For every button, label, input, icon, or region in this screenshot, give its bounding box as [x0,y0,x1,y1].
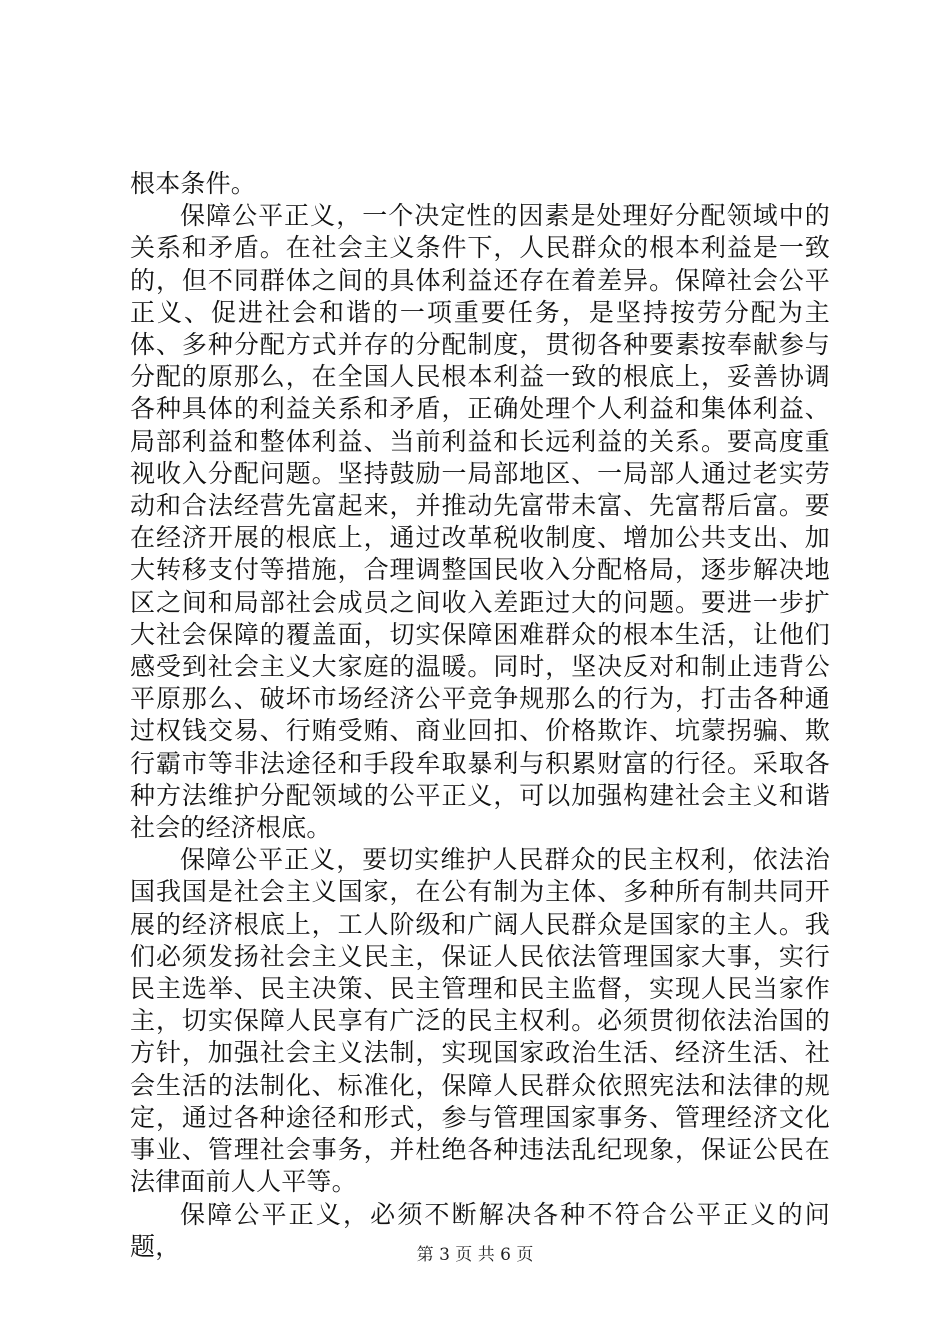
paragraph-distribution: 保障公平正义，一个决定性的因素是处理好分配领域中的关系和矛盾。在社会主义条件下，人民群众的根本利益是一致的，但不同群体之间的具体利益还存在着差异。保障社会公平正义、促进社会和谐的一项重要任务，是坚持按劳分配为主体、多种分配方式并存的分配制度，贯彻各种要素按奉献参与分配的原那么，在全国人民根本利益一致的根底上，妥善协调各种具体的利益关系和矛盾，正确处理个人利益和集体利益、局部利益和整体利益、当前利益和长远利益的关系。要高度重视收入分配问题。坚持鼓励一局部地区、一局部人通过老实劳动和合法经营先富起来，并推动先富带未富、先富帮后富。要在经济开展的根底上，通过改革税收制度、增加公共支出、加大转移支付等措施，合理调整国民收入分配格局，逐步解决地区之间和局部社会成员之间收入差距过大的问题。要进一步扩大社会保障的覆盖面，切实保障困难群众的根本生活，让他们感受到社会主义大家庭的温暖。同时，坚决反对和制止违背公平原那么、破坏市场经济公平竞争规那么的行为，打击各种通过权钱交易、行贿受贿、商业回扣、价格欺诈、坑蒙拐骗、欺行霸市等非法途径和手段牟取暴利与积累财富的行径。采取各种方法维护分配领域的公平正义，可以加强构建社会主义和谐社会的经济根底。 [130,201,830,843]
paragraph-democratic-rights: 保障公平正义，要切实维护人民群众的民主权利，依法治国我国是社会主义国家，在公有制为主体、多种所有制共同开展的经济根底上，工人阶级和广阔人民群众是国家的主人。我们必须发扬社会主义民主，保证人民依法管理国家大事，实行民主选举、民主决策、民主管理和民主监督，实现人民当家作主，切实保障人民享有广泛的民主权利。必须贯彻依法治国的方针，加强社会主义法制，实现国家政治生活、经济生活、社会生活的法制化、标准化，保障人民群众依照宪法和法律的规定，通过各种途径和形式，参与管理国家事务、管理经济文化事业、管理社会事务，并杜绝各种违法乱纪现象，保证公民在法律面前人人平等。 [130,845,830,1197]
paragraph-unfair-issues: 保障公平正义，必须不断解决各种不符合公平正义的问题， [130,1199,830,1261]
paragraph-continuation: 根本条件。 [130,169,257,198]
body-text [130,168,830,1263]
page-footer: 第 3 页 共 6 页 [416,1245,534,1265]
